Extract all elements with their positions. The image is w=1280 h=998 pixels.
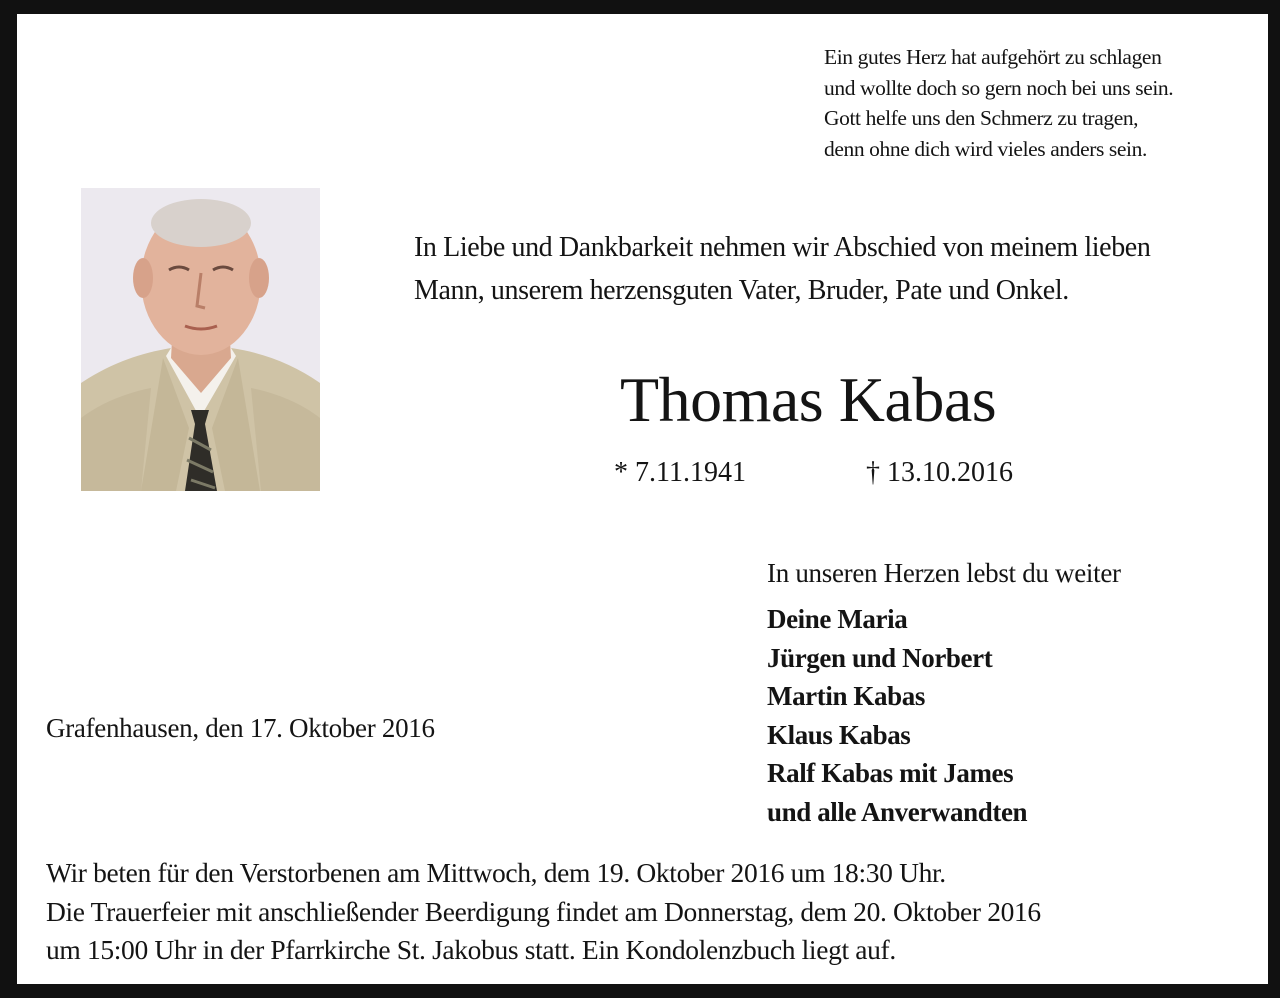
place-and-date: Grafenhausen, den 17. Oktober 2016 (46, 713, 435, 743)
service-info (46, 854, 1041, 970)
family-member: Jürgen und Norbert (767, 642, 993, 673)
poem-line: Gott helfe uns den Schmerz zu tragen, (824, 106, 1139, 130)
service-line: Die Trauerfeier mit anschließender Beerdigung findet am Donnerstag, dem 20. Oktober 2016 (46, 895, 1041, 927)
family-member: Martin Kabas (767, 681, 925, 711)
death-date: † 13.10.2016 (866, 457, 1013, 488)
poem-line: Ein gutes Herz hat aufgehört zu schlagen (824, 45, 1162, 69)
service-line: Wir beten für den Verstorbenen am Mittwoch, dem 19. Oktober 2016 um 18:30 Uhr. (46, 857, 946, 888)
farewell-intro (414, 226, 1150, 312)
poem-line: denn ohne dich wird vieles anders sein. (824, 136, 1147, 161)
family-list (767, 600, 1027, 831)
intro-line: In Liebe und Dankbarkeit nehmen wir Abschied von meinem lieben (414, 232, 1151, 263)
deceased-name: Thomas Kabas (620, 364, 997, 435)
family-member: Klaus Kabas (767, 719, 911, 750)
family-member: und alle Anverwandten (767, 796, 1028, 827)
portrait-photo (81, 188, 320, 491)
service-line: um 15:00 Uhr in der Pfarrkirche St. Jakobus statt. Ein Kondolenzbuch liegt auf. (46, 934, 896, 965)
poem-verse (824, 42, 1173, 164)
birth-date: * 7.11.1941 (614, 457, 746, 488)
intro-line: Mann, unserem herzensguten Vater, Bruder, Pate und Onkel. (414, 275, 1069, 306)
family-member: Deine Maria (767, 604, 908, 634)
poem-line: und wollte doch so gern noch bei uns sein. (824, 75, 1174, 100)
family-member: Ralf Kabas mit James (767, 758, 1014, 788)
closing-line: In unseren Herzen lebst du weiter (767, 558, 1121, 588)
